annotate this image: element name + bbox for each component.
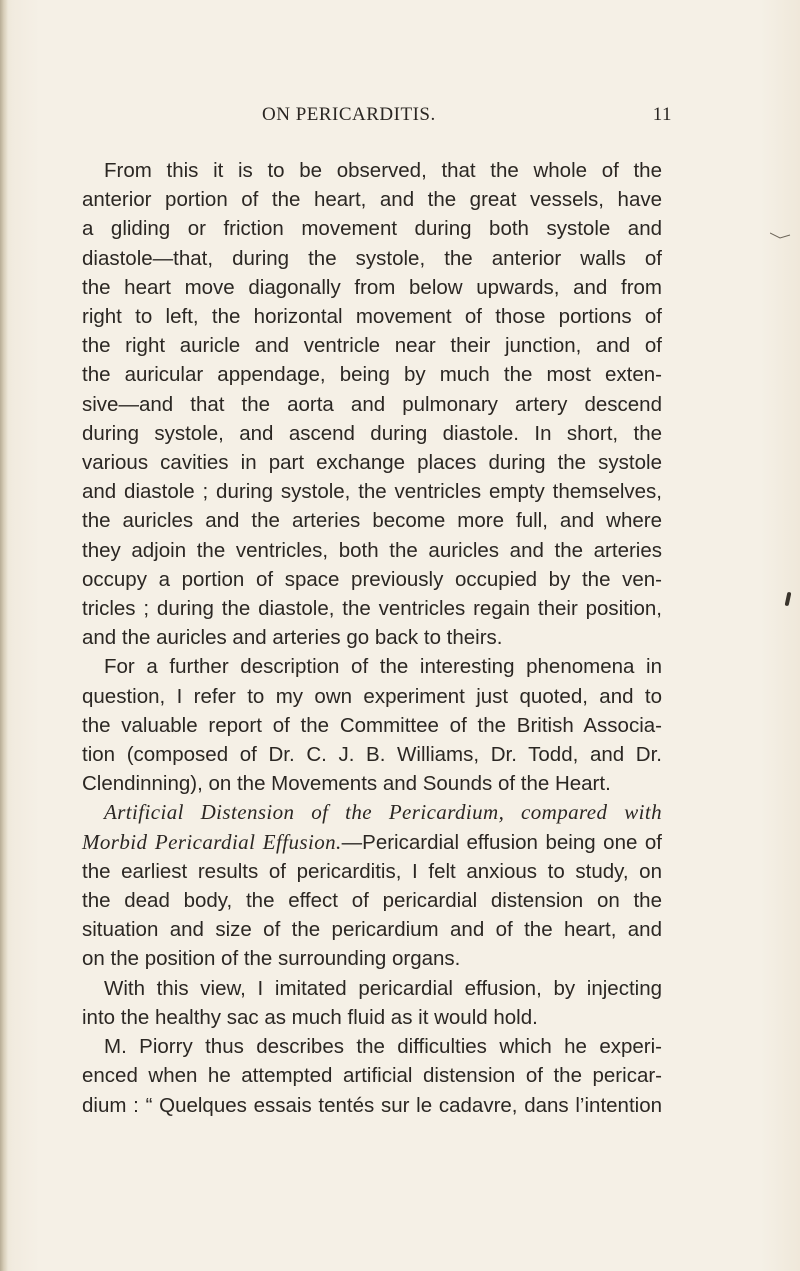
text-line: With this view, I imitated pericardial effusion, by injecting: [104, 976, 662, 1000]
text-line: diastole—that, during the systole, the anterior walls of: [82, 246, 662, 270]
text-line: tricles ; during the diastole, the ventricles regain their position,: [82, 597, 662, 621]
page-number: 11: [652, 104, 672, 125]
text-line: various cavities in part exchange places during the systole: [82, 451, 662, 475]
text-line: the auricles and the arteries become more full, and where: [82, 509, 662, 533]
text-line: the auricular appendage, being by much the most exten-: [82, 363, 662, 387]
text-line: the earliest results of pericarditis, I felt anxious to study, on: [82, 859, 662, 883]
paragraph-5: [82, 1032, 662, 1120]
heading-run-in-text: —Pericardial effusion being one of: [341, 830, 662, 854]
body-text: [82, 156, 662, 1120]
text-line: From this it is to be observed, that the whole of the: [104, 159, 662, 182]
section-heading-continued: Morbid Pericardial Effusion.: [82, 829, 342, 854]
text-line: into the healthy sac as much fluid as it would hold.: [82, 1005, 538, 1029]
margin-ink-mark: [785, 592, 792, 607]
page-spine-shadow: [0, 0, 8, 1271]
text-line: the right auricle and ventricle near their junction, and of: [82, 334, 662, 358]
text-line: they adjoin the ventricles, both the auricles and the arteries: [82, 538, 662, 562]
text-line: [82, 828, 662, 857]
running-title: ON PERICARDITIS.: [262, 104, 436, 125]
text-line: tion (composed of Dr. C. J. B. Williams, Dr. Todd, and Dr.: [82, 743, 662, 767]
margin-pencil-mark: [770, 232, 792, 240]
text-line: during systole, and ascend during diastole. In short, the: [82, 421, 662, 445]
running-header: [72, 104, 672, 130]
text-line: sive—and that the aorta and pulmonary artery descend: [82, 392, 662, 416]
text-line: the valuable report of the Committee of the British Associa-: [82, 713, 662, 737]
text-line: the dead body, the effect of pericardial distension on the: [82, 889, 662, 913]
text-line: situation and size of the pericardium and of the heart, and: [82, 918, 662, 942]
text-line: For a further description of the interesting phenomena in: [104, 655, 662, 679]
section-heading: Artificial Distension of the Pericardium, compared with: [104, 800, 662, 825]
text-line: occupy a portion of space previously occupied by the ven-: [82, 567, 662, 591]
text-line: right to left, the horizontal movement of those portions of: [82, 305, 662, 329]
text-line: Clendinning), on the Movements and Sounds of the Heart.: [82, 772, 611, 796]
text-line: and the auricles and arteries go back to theirs.: [82, 626, 503, 650]
paragraph-4: [82, 974, 662, 1032]
text-line: a gliding or friction movement during both systole and: [82, 217, 662, 241]
text-line: dium : “ Quelques essais tentés sur le cadavre, dans l’intention: [82, 1093, 662, 1117]
text-line: the heart move diagonally from below upwards, and from: [82, 275, 662, 299]
text-line: on the position of the surrounding organs.: [82, 947, 461, 971]
text-line: enced when he attempted artificial distension of the pericar-: [82, 1064, 662, 1088]
text-line: M. Piorry thus describes the difficulties which he experi-: [104, 1035, 662, 1059]
paragraph-1: [82, 156, 662, 652]
text-line: question, I refer to my own experiment just quoted, and to: [82, 684, 662, 708]
text-line: and diastole ; during systole, the ventricles empty themselves,: [82, 480, 662, 504]
paragraph-3: [82, 798, 662, 973]
paragraph-2: [82, 652, 662, 798]
text-line: anterior portion of the heart, and the great vessels, have: [82, 188, 662, 212]
